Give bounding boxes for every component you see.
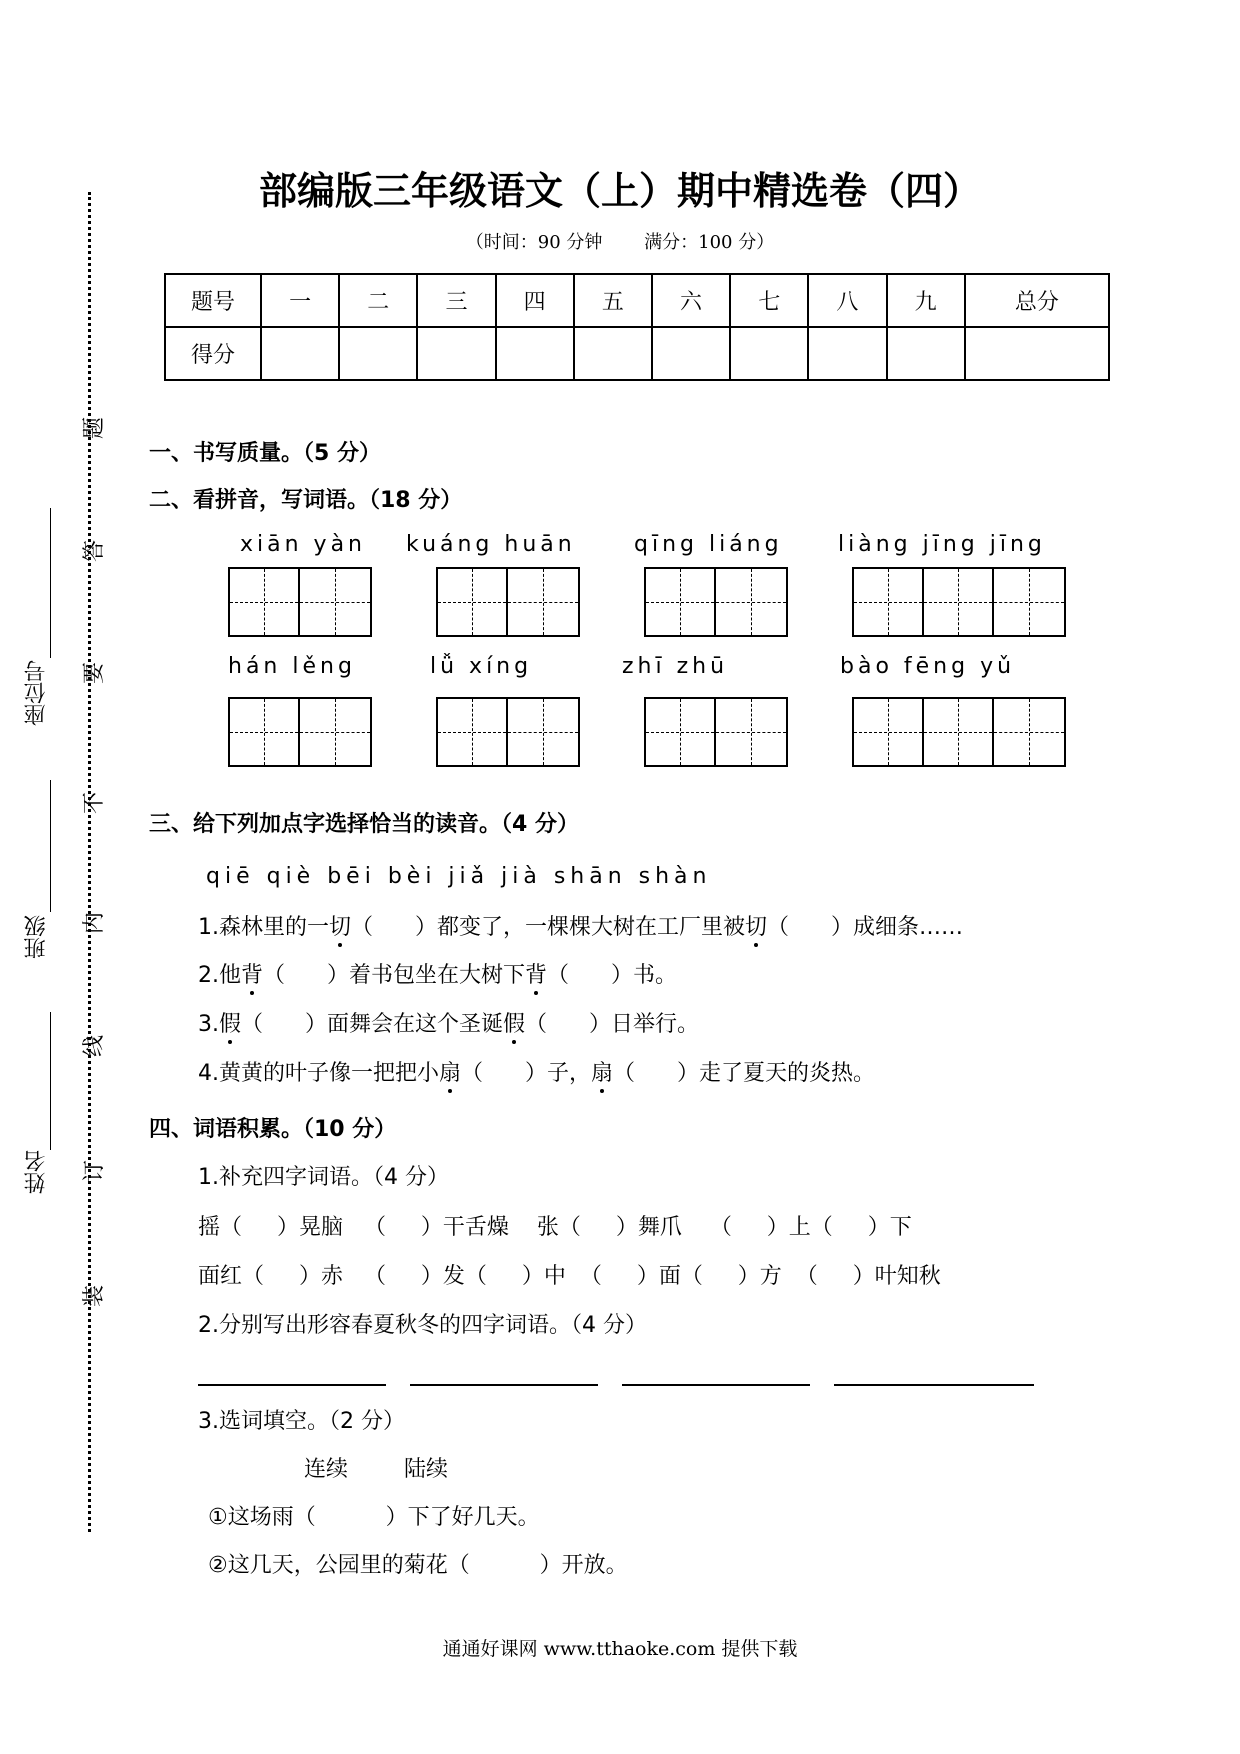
score-cell[interactable] — [261, 327, 339, 380]
q4-part3-sentence-1: ①这场雨（ ）下了好几天。 — [208, 1505, 540, 1530]
score-header-cell: 一 — [261, 274, 339, 327]
time-info: （时间：90 分钟 — [465, 232, 603, 253]
pinyin-word: hán lěng — [228, 654, 356, 679]
answer-blank-autumn[interactable] — [622, 1384, 810, 1386]
pinyin-word: qīng liáng — [634, 532, 783, 557]
score-header-cell: 总分 — [965, 274, 1109, 327]
writing-grid[interactable] — [228, 567, 372, 637]
score-cell[interactable] — [417, 327, 495, 380]
binding-char: 线 — [82, 1034, 108, 1058]
score-header-cell: 七 — [730, 274, 808, 327]
page-title: 部编版三年级语文（上）期中精选卷（四） — [258, 169, 981, 213]
pinyin-word: lǚ xíng — [430, 654, 533, 679]
score-header-cell: 五 — [574, 274, 652, 327]
question-3-item: 4.黄黄的叶子像一把把小扇（ ）子，扇（ ）走了夏天的炎热。 — [198, 1056, 875, 1087]
binding-char: 不 — [82, 791, 108, 815]
score-cell[interactable] — [730, 327, 808, 380]
score-header-cell: 六 — [652, 274, 730, 327]
binding-char: 内 — [82, 911, 108, 935]
q4-part3-sentence-2: ②这几天，公园里的菊花（ ）开放。 — [208, 1553, 628, 1578]
score-header-cell: 八 — [808, 274, 886, 327]
seat-blank — [50, 508, 51, 658]
class-label: 班级 — [24, 915, 49, 959]
score-header-cell: 九 — [887, 274, 965, 327]
score-header-cell: 二 — [339, 274, 417, 327]
score-cell[interactable] — [496, 327, 574, 380]
q4-part3-title: 3.选词填空。（2 分） — [198, 1409, 405, 1434]
question-3-item: 3.假（ ）面舞会在这个圣诞假（ ）日举行。 — [198, 1007, 699, 1038]
answer-blank-winter[interactable] — [834, 1384, 1034, 1386]
dotted-char: 背 — [525, 958, 547, 989]
writing-grid[interactable] — [436, 697, 580, 767]
score-header-cell: 三 — [417, 274, 495, 327]
pinyin-word: xiān yàn — [240, 532, 366, 557]
writing-grid[interactable] — [852, 567, 1066, 637]
score-table — [164, 273, 1110, 381]
seat-label: 座位号 — [24, 660, 49, 726]
binding-char: 订 — [82, 1159, 108, 1183]
score-header-cell: 题号 — [165, 274, 261, 327]
pinyin-word: zhī zhū — [622, 654, 729, 679]
pinyin-word: bào fēng yǔ — [840, 654, 1016, 679]
exam-info — [0, 228, 1240, 254]
score-cell[interactable] — [574, 327, 652, 380]
dotted-char: 假 — [219, 1007, 241, 1038]
pinyin-word: kuáng huān — [406, 532, 576, 557]
name-label: 姓名 — [24, 1150, 49, 1194]
score-cell[interactable] — [652, 327, 730, 380]
score-cell[interactable] — [887, 327, 965, 380]
writing-grid[interactable] — [436, 567, 580, 637]
dotted-char: 切 — [329, 910, 351, 941]
binding-char: 题 — [82, 416, 108, 440]
dotted-char: 背 — [241, 958, 263, 989]
writing-grid[interactable] — [852, 697, 1066, 767]
answer-blank-spring[interactable] — [198, 1384, 386, 1386]
q4-part1-row1: 摇（ ）晃脑 （ ）干舌燥 张（ ）舞爪 （ ）上（ ）下 — [198, 1215, 912, 1240]
binding-char: 装 — [82, 1284, 108, 1308]
pronunciation-options: qiē qiè bēi bèi jiǎ jià shān shàn — [206, 864, 712, 889]
section-3-title: 三、给下列加点字选择恰当的读音。（4 分） — [149, 812, 579, 837]
score-table-score-row — [165, 327, 1109, 380]
dotted-char: 切 — [745, 910, 767, 941]
name-blank — [50, 1012, 51, 1150]
score-table-header-row — [165, 274, 1109, 327]
question-3-item: 1.森林里的一切（ ）都变了，一棵棵大树在工厂里被切（ ）成细条…… — [198, 910, 963, 941]
full-score-info: 满分：100 分） — [644, 232, 775, 253]
dotted-char: 扇 — [439, 1056, 461, 1087]
q4-part3-word-choices: 连续 陆续 — [304, 1457, 448, 1482]
section-4-title: 四、词语积累。（10 分） — [149, 1117, 397, 1142]
section-1-title: 一、书写质量。（5 分） — [149, 441, 381, 466]
question-3-item: 2.他背（ ）着书包坐在大树下背（ ）书。 — [198, 958, 677, 989]
binding-dotted-line — [88, 192, 91, 1532]
writing-grid[interactable] — [644, 697, 788, 767]
binding-char: 要 — [82, 661, 108, 685]
score-row-label: 得分 — [165, 327, 261, 380]
score-cell[interactable] — [808, 327, 886, 380]
section-2-title: 二、看拼音，写词语。（18 分） — [149, 488, 463, 513]
writing-grid[interactable] — [644, 567, 788, 637]
answer-blank-summer[interactable] — [410, 1384, 598, 1386]
dotted-char: 假 — [503, 1007, 525, 1038]
writing-grid[interactable] — [228, 697, 372, 767]
dotted-char: 扇 — [591, 1056, 613, 1087]
q4-part2-title: 2.分别写出形容春夏秋冬的四字词语。（4 分） — [198, 1313, 647, 1338]
binding-char: 答 — [82, 539, 108, 563]
q4-part1-title: 1.补充四字词语。（4 分） — [198, 1165, 449, 1190]
score-header-cell: 四 — [496, 274, 574, 327]
footer-source: 通通好课网 www.tthaoke.com 提供下载 — [442, 1638, 798, 1660]
class-blank — [50, 780, 51, 912]
q4-part1-row2: 面红（ ）赤 （ ）发（ ）中 （ ）面（ ）方 （ ）叶知秋 — [198, 1264, 941, 1289]
pinyin-word: liàng jīng jīng — [838, 532, 1046, 557]
score-cell[interactable] — [339, 327, 417, 380]
score-cell[interactable] — [965, 327, 1109, 380]
